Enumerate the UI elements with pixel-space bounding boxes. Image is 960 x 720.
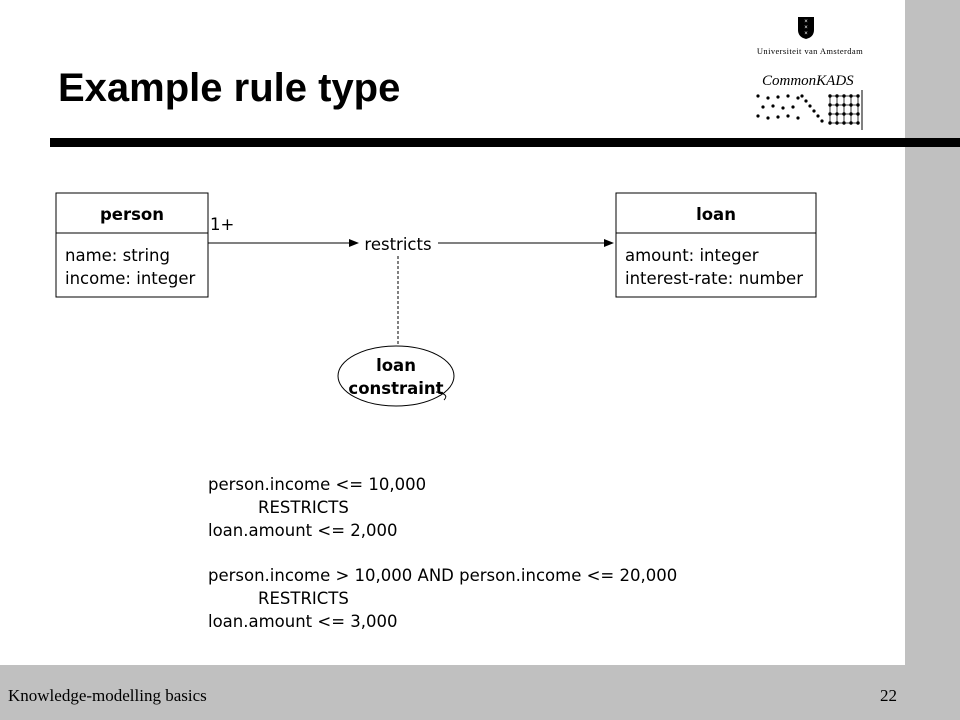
class-name-loan: loan bbox=[696, 205, 736, 224]
arrowhead-right-icon bbox=[604, 239, 614, 247]
constraint-label-line-1: loan bbox=[376, 356, 416, 375]
attribute-income: income: integer bbox=[65, 269, 196, 288]
right-gray-band bbox=[905, 0, 960, 720]
class-box-loan bbox=[616, 193, 816, 297]
rule-1-antecedent: person.income <= 10,000 bbox=[208, 475, 427, 494]
commonkads-logo-text: CommonKADS bbox=[762, 73, 854, 89]
rule-spacer bbox=[208, 542, 677, 564]
title-underline bbox=[50, 138, 960, 147]
constraint-label-line-2: constraint bbox=[348, 379, 444, 398]
slide-title: Example rule type bbox=[58, 66, 401, 110]
svg-text:×: × bbox=[804, 19, 808, 25]
class-box-person bbox=[56, 193, 208, 297]
commonkads-logo bbox=[752, 68, 864, 130]
cardinality-label: 1+ bbox=[210, 215, 235, 234]
commonkads-dots-icon bbox=[752, 90, 864, 130]
svg-text:×: × bbox=[804, 25, 808, 31]
svg-text:×: × bbox=[804, 31, 808, 37]
rule-1-consequent: loan.amount <= 2,000 bbox=[208, 521, 398, 540]
university-logo bbox=[750, 14, 870, 54]
attribute-interest-rate: interest-rate: number bbox=[625, 269, 803, 288]
attribute-name: name: string bbox=[65, 246, 170, 265]
attribute-amount: amount: integer bbox=[625, 246, 759, 265]
rule-1-connector: RESTRICTS bbox=[258, 498, 349, 517]
constraint-ellipse bbox=[338, 346, 454, 406]
footer-course-title: Knowledge-modelling basics bbox=[8, 686, 207, 705]
relation-label: restricts bbox=[364, 235, 432, 254]
class-name-person: person bbox=[99, 205, 165, 224]
university-logo-text: Universiteit van Amsterdam bbox=[756, 46, 864, 56]
uva-shield-icon bbox=[797, 16, 815, 40]
rule-2-antecedent: person.income > 10,000 AND person.income <= 20,000 bbox=[208, 566, 678, 585]
relation-restricts bbox=[208, 215, 614, 254]
rule-2-connector: RESTRICTS bbox=[258, 589, 349, 608]
arrowhead-left-icon bbox=[349, 239, 359, 247]
uml-diagram bbox=[0, 150, 900, 450]
page-number: 22 bbox=[880, 686, 897, 705]
rule-examples bbox=[208, 473, 677, 633]
rule-2-consequent: loan.amount <= 3,000 bbox=[208, 612, 398, 631]
